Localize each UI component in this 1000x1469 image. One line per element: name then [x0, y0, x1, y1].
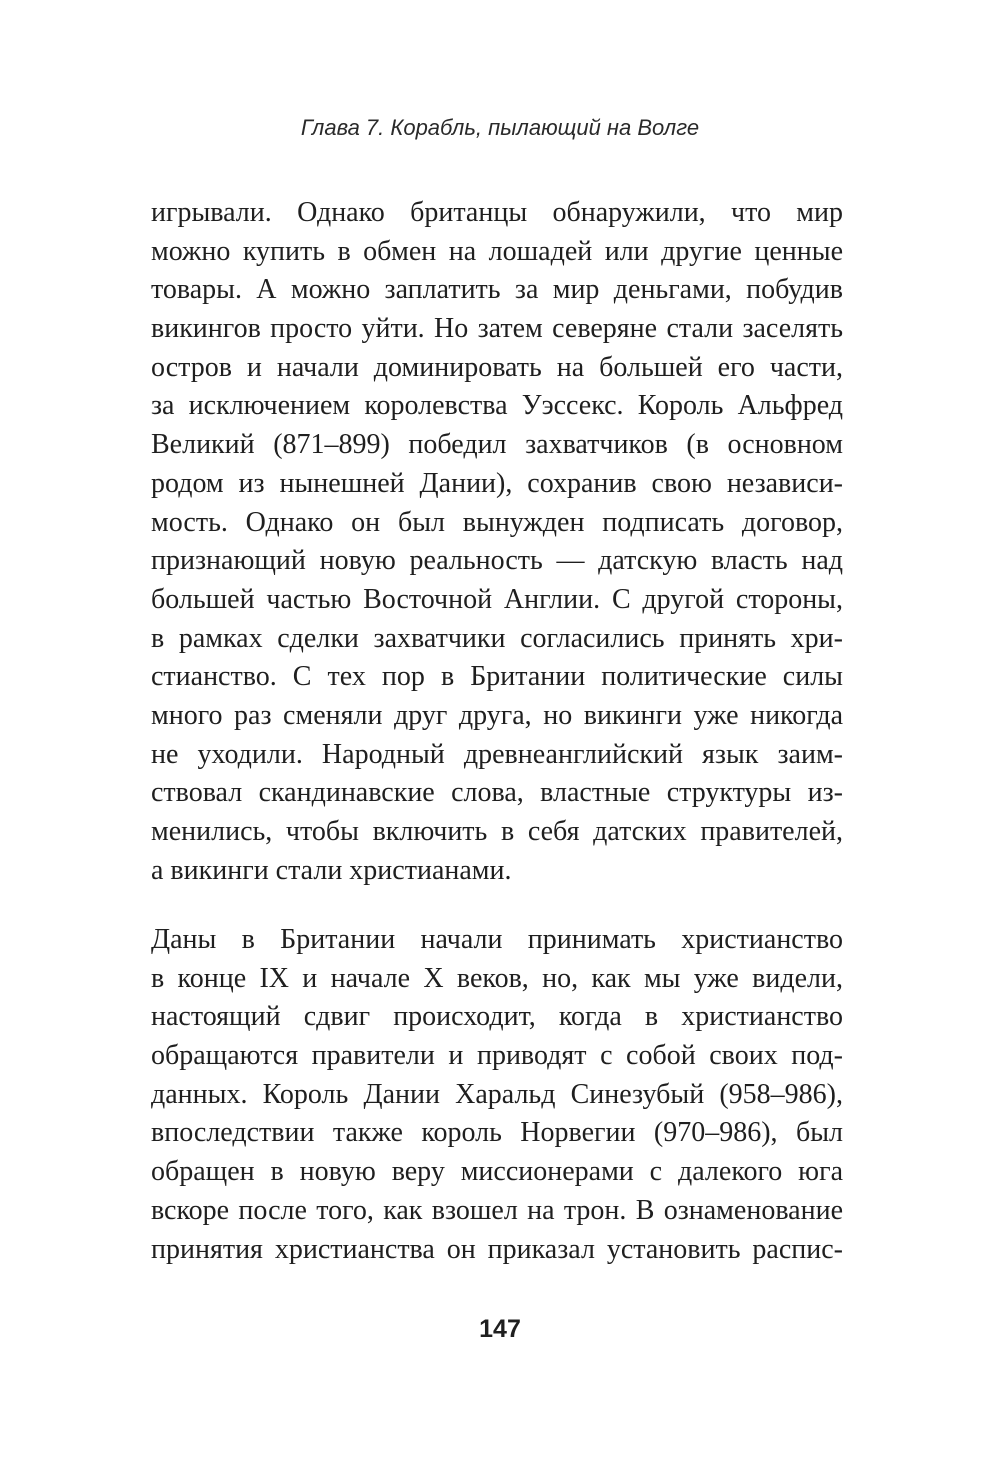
- text-line: впоследствии также король Норвегии (970–986), был: [151, 1117, 843, 1149]
- text-line: в рамках сделки захватчики согласились принять хри-: [151, 622, 843, 654]
- paragraph-2: [151, 921, 843, 1269]
- text-line: большей частью Восточной Англии. С другой стороны,: [151, 583, 843, 615]
- text-line: принятия христианства он приказал установить распис-: [151, 1233, 843, 1265]
- text-line: можно купить в обмен на лошадей или другие ценные: [151, 235, 843, 267]
- text-line: ствовал скандинавские слова, властные структуры из-: [151, 777, 843, 809]
- text-line: а викинги стали христианами.: [151, 854, 512, 886]
- text-line: не уходили. Народный древнеанглийский язык заим-: [151, 738, 843, 770]
- text-line: остров и начали доминировать на большей его части,: [151, 351, 843, 383]
- text-line: товары. А можно заплатить за мир деньгами, побудив: [151, 274, 843, 306]
- text-line: за исключением королевства Уэссекс. Король Альфред: [151, 390, 843, 422]
- text-line: мость. Однако он был вынужден подписать договор,: [151, 506, 843, 538]
- text-line: Даны в Британии начали принимать христианство: [151, 924, 843, 955]
- page-number: 147: [479, 1315, 521, 1343]
- text-line: вскоре после того, как взошел на трон. В ознаменование: [151, 1194, 843, 1226]
- paragraph-1: [151, 194, 843, 890]
- text-line: обращаются правители и приводят с собой своих под-: [151, 1040, 843, 1072]
- text-line: признающий новую реальность — датскую власть над: [151, 545, 843, 577]
- text-line: Великий (871–899) победил захватчиков (в основном: [151, 429, 843, 461]
- running-head-chapter-title: Глава 7. Корабль, пылающий на Волге: [300, 115, 700, 140]
- text-line: много раз сменяли друг друга, но викинги уже никогда: [151, 699, 843, 731]
- text-line: игрывали. Однако британцы обнаружили, что мир: [151, 197, 843, 228]
- text-line: родом из нынешней Дании), сохранив свою независи-: [151, 467, 843, 499]
- text-line: обращен в новую веру миссионерами с далекого юга: [151, 1156, 843, 1188]
- text-line: менились, чтобы включить в себя датских правителей,: [151, 816, 843, 847]
- text-line: в конце IX и начале X веков, но, как мы уже видели,: [151, 962, 843, 994]
- text-line: настоящий сдвиг происходит, когда в христианство: [151, 1001, 843, 1033]
- text-line: стианство. С тех пор в Британии политические силы: [151, 661, 843, 693]
- text-line: викингов просто уйти. Но затем северяне стали заселять: [151, 313, 843, 345]
- text-line: данных. Король Дании Харальд Синезубый (958–986),: [151, 1078, 843, 1110]
